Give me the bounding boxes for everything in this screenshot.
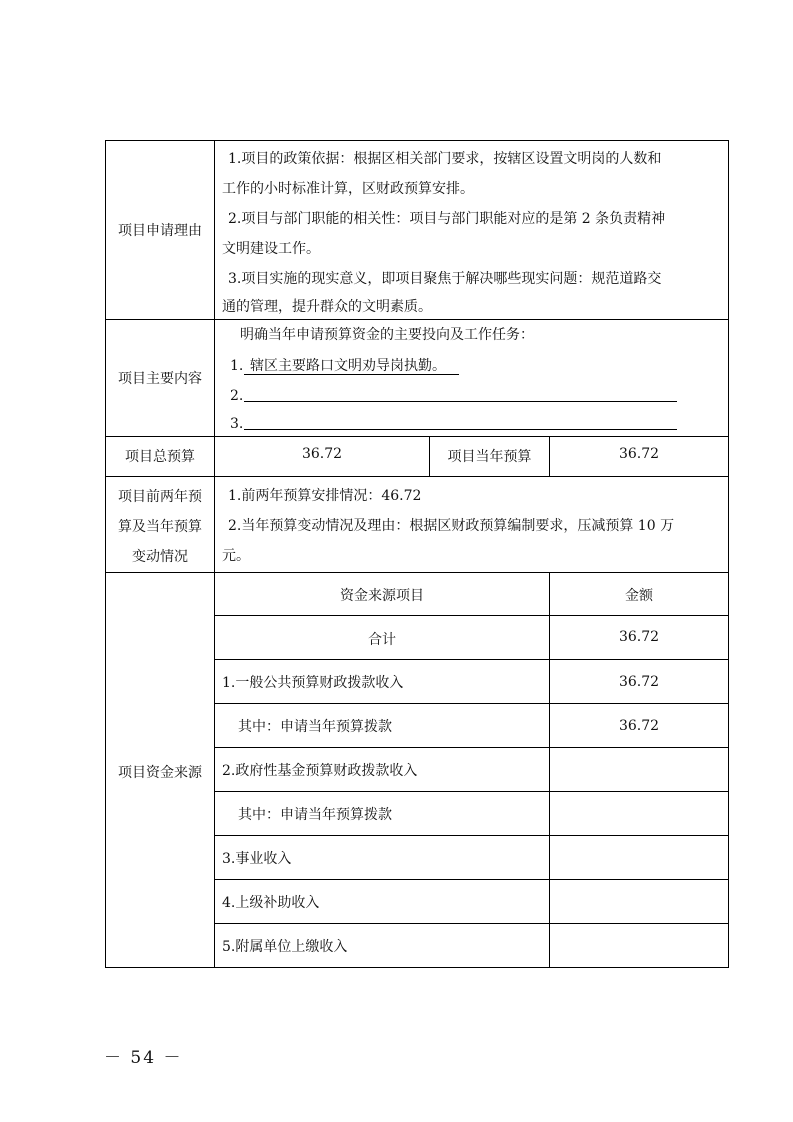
change-label-line: 项目前两年预	[118, 489, 202, 505]
row-divider	[105, 319, 729, 320]
funding-row-name: 其中：申请当年预算拨款	[238, 807, 392, 823]
funding-row-amount: 36.72	[618, 674, 660, 690]
change-label-line: 变动情况	[132, 549, 188, 565]
funding-row-amount: 36.72	[618, 629, 660, 645]
reason-line: 3.项目实施的现实意义，即项目聚焦于解决哪些现实问题：规范道路交	[228, 271, 662, 287]
table-border-right	[728, 140, 729, 968]
funding-row-name: 5.附属单位上缴收入	[222, 939, 348, 955]
funding-row-name: 合计	[368, 632, 396, 648]
content-item3-num: 3.	[230, 416, 244, 432]
funding-label: 项目资金来源	[118, 765, 202, 781]
change-line: 1.前两年预算安排情况：46.72	[228, 488, 422, 504]
reason-line: 文明建设工作。	[222, 241, 320, 257]
total-budget-value: 36.72	[301, 446, 343, 462]
funding-row-divider	[214, 923, 729, 924]
funding-header-amount: 金额	[625, 588, 653, 604]
current-budget-label: 项目当年预算	[447, 449, 532, 465]
funding-row-divider	[214, 615, 729, 616]
content-item2-num: 2.	[230, 388, 244, 404]
reason-line: 2.项目与部门职能的相关性：项目与部门职能对应的是第 2 条负责精神	[228, 211, 666, 227]
total-budget-label: 项目总预算	[125, 449, 195, 465]
change-label-line: 算及当年预算	[118, 519, 202, 535]
funding-row-divider	[214, 659, 729, 660]
content-item1-text: 辖区主要路口文明劝导岗执勤。	[250, 358, 446, 374]
content-item1-underline	[244, 374, 459, 375]
content-intro: 明确当年申请预算资金的主要投向及工作任务：	[240, 327, 534, 343]
change-line: 元。	[222, 548, 250, 564]
content-label: 项目主要内容	[118, 371, 202, 387]
funding-row-divider	[214, 879, 729, 880]
row-divider	[105, 436, 729, 437]
table-border-bottom	[105, 967, 729, 968]
funding-row-name: 3.事业收入	[222, 851, 292, 867]
page-number: － 54 －	[104, 1048, 183, 1068]
funding-row-name: 1.一般公共预算财政拨款收入	[222, 675, 404, 691]
funding-row-divider	[214, 703, 729, 704]
content-item2-underline	[244, 401, 677, 402]
reason-label: 项目申请理由	[118, 223, 202, 239]
funding-row-name: 4.上级补助收入	[222, 895, 320, 911]
funding-row-divider	[214, 835, 729, 836]
table-border-top	[105, 140, 729, 141]
funding-row-name: 其中：申请当年预算拨款	[238, 719, 392, 735]
reason-line: 工作的小时标准计算，区财政预算安排。	[222, 181, 474, 197]
change-line: 2.当年预算变动情况及理由：根据区财政预算编制要求，压减预算 10 万	[228, 518, 675, 534]
funding-row-name: 2.政府性基金预算财政拨款收入	[222, 763, 418, 779]
reason-line: 1.项目的政策依据：根据区相关部门要求，按辖区设置文明岗的人数和	[228, 151, 662, 167]
funding-row-amount: 36.72	[618, 718, 660, 734]
funding-row-divider	[214, 791, 729, 792]
funding-row-divider	[214, 747, 729, 748]
content-item3-underline	[244, 429, 677, 430]
reason-line: 通的管理，提升群众的文明素质。	[222, 299, 432, 315]
current-budget-value: 36.72	[618, 446, 660, 462]
label-column-divider	[214, 140, 215, 968]
content-item1-num: 1.	[230, 358, 244, 374]
row-divider	[105, 476, 729, 477]
funding-header-source: 资金来源项目	[340, 588, 424, 604]
row-divider	[105, 572, 729, 573]
